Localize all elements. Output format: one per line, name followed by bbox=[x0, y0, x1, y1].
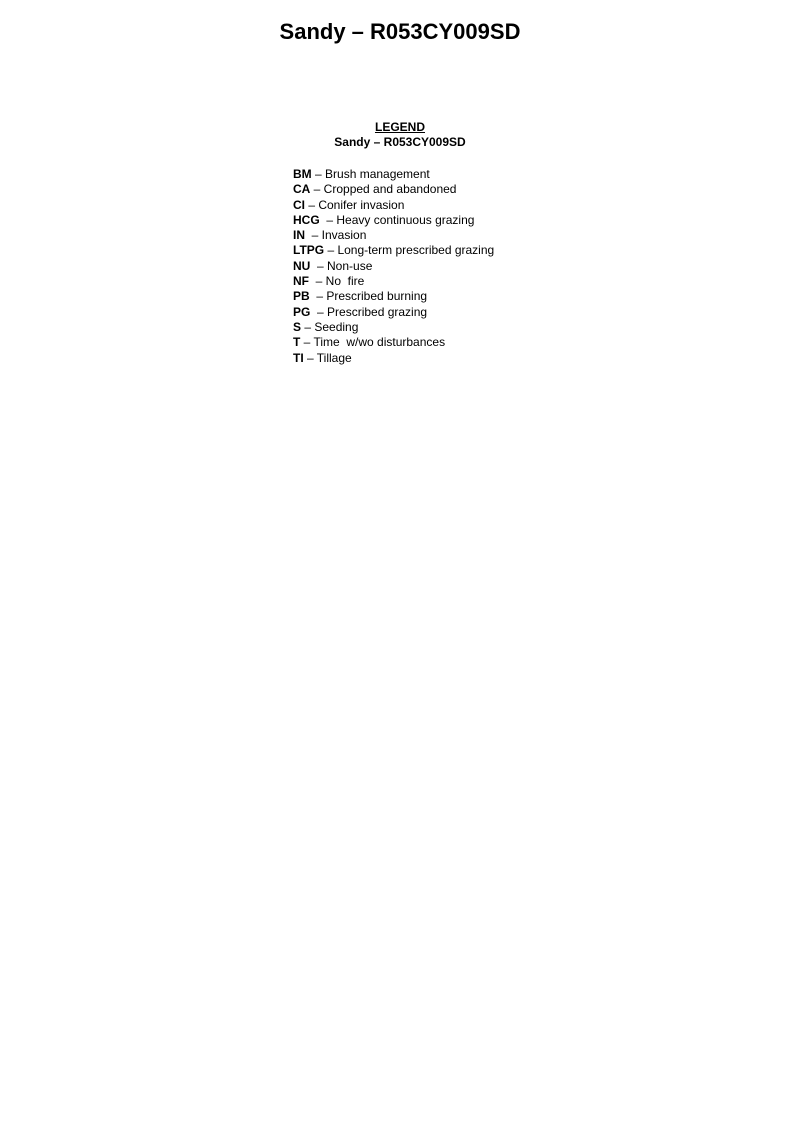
legend-code: CI bbox=[293, 197, 305, 212]
legend-code: PB bbox=[293, 289, 310, 304]
legend-item bbox=[293, 351, 494, 366]
legend-code: NF bbox=[293, 274, 309, 289]
legend-description: – Prescribed burning bbox=[309, 289, 428, 304]
legend-description: – Cropped and abandoned bbox=[310, 182, 457, 197]
legend-item bbox=[293, 259, 494, 274]
legend-item bbox=[293, 274, 494, 289]
legend-heading: LEGEND bbox=[374, 120, 425, 134]
legend-description: – Time w/wo disturbances bbox=[300, 335, 446, 350]
legend-code: HCG bbox=[293, 212, 320, 227]
legend-code: BM bbox=[293, 167, 312, 181]
legend-code: NU bbox=[293, 258, 311, 273]
legend-description: – Conifer invasion bbox=[305, 197, 405, 212]
legend-item bbox=[293, 335, 494, 350]
legend-item bbox=[293, 182, 494, 197]
legend-description: – Tillage bbox=[303, 350, 352, 365]
legend-item bbox=[293, 213, 494, 228]
legend-code: T bbox=[293, 335, 301, 350]
legend-item bbox=[293, 289, 494, 304]
legend bbox=[0, 120, 800, 365]
legend-description: – Brush management bbox=[311, 167, 430, 181]
legend-code: IN bbox=[293, 228, 305, 243]
legend-item bbox=[293, 228, 494, 243]
legend-code: LTPG bbox=[293, 243, 325, 258]
legend-item bbox=[293, 167, 494, 182]
legend-description: – Heavy continuous grazing bbox=[319, 212, 475, 227]
legend-code: CA bbox=[293, 182, 311, 197]
legend-description: – No fire bbox=[309, 274, 365, 289]
legend-description: – Seeding bbox=[301, 319, 359, 334]
legend-description: – Long-term prescribed grazing bbox=[324, 243, 495, 258]
legend-item bbox=[293, 305, 494, 320]
legend-description: – Invasion bbox=[305, 228, 367, 243]
legend-code: S bbox=[293, 319, 302, 334]
legend-code: PG bbox=[293, 304, 311, 319]
legend-list bbox=[293, 167, 494, 366]
legend-item bbox=[293, 198, 494, 213]
legend-item bbox=[293, 320, 494, 335]
legend-item bbox=[293, 243, 494, 258]
legend-description: – Non-use bbox=[310, 258, 373, 273]
page-title: Sandy – R053CY009SD bbox=[279, 19, 521, 44]
legend-description: – Prescribed grazing bbox=[310, 304, 428, 319]
legend-subheading: Sandy – R053CY009SD bbox=[334, 135, 466, 149]
legend-code: TI bbox=[293, 350, 304, 365]
